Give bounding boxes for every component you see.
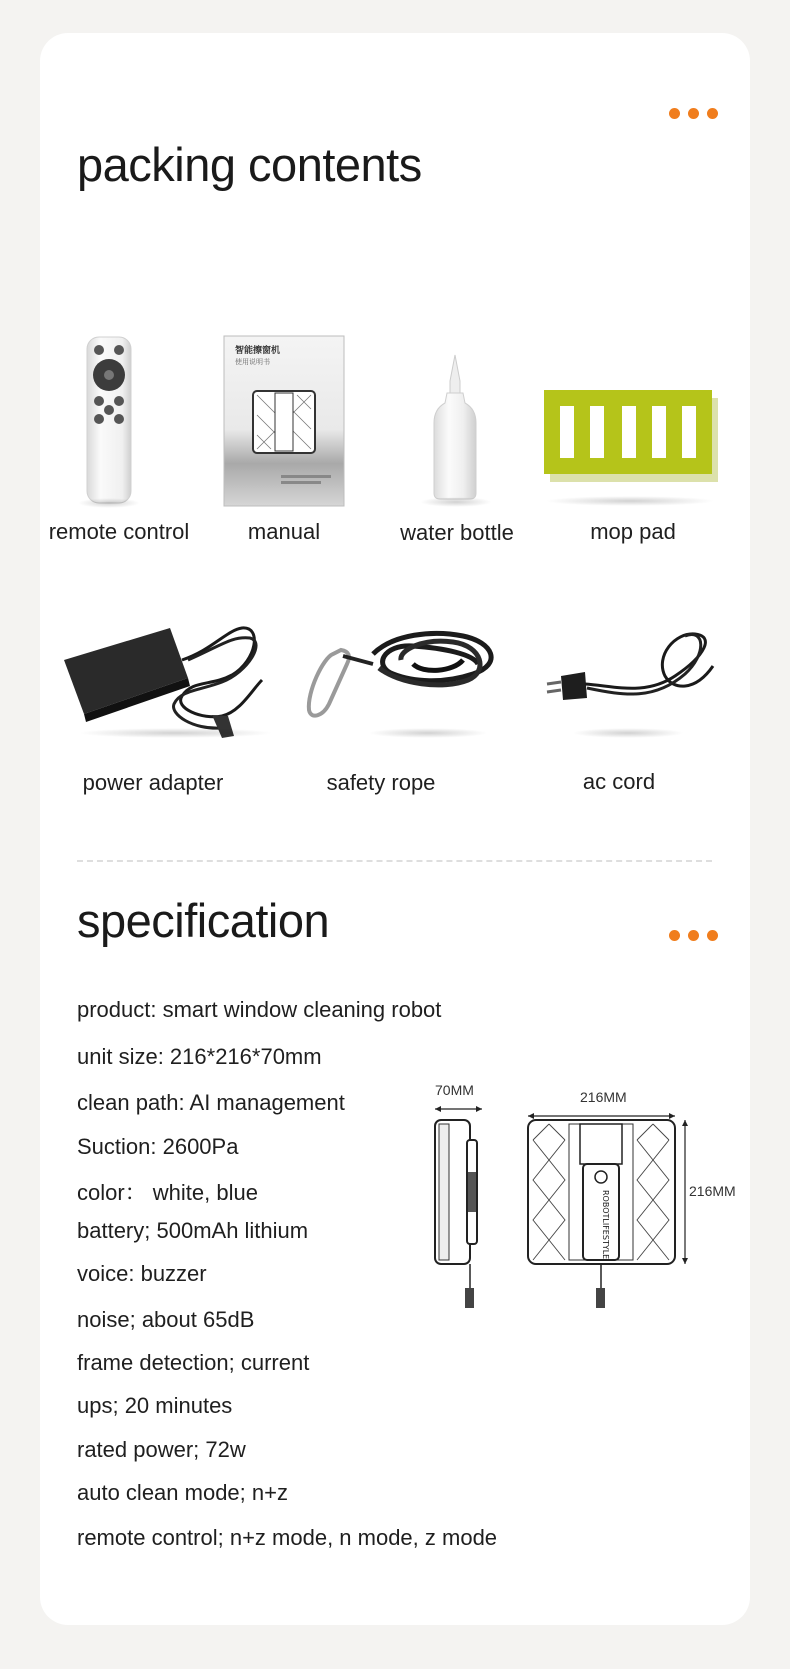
more-dots-icon — [669, 930, 718, 941]
item-label-mop-pad: mop pad — [590, 519, 676, 544]
spec-line: voice: buzzer — [77, 1261, 207, 1286]
item-label-ac-cord: ac cord — [582, 769, 656, 794]
item-label-power-adapter: power adapter — [82, 770, 224, 795]
specification-title: specification — [77, 894, 330, 947]
remote-control-icon — [85, 335, 133, 512]
spec-line: unit size: 216*216*70mm — [77, 1044, 322, 1069]
item-label-water-bottle: water bottle — [400, 520, 514, 545]
item-label-safety-rope: safety rope — [326, 770, 436, 795]
mop-pad-icon — [542, 388, 718, 489]
ac-cord-icon — [545, 626, 717, 721]
content-card — [40, 33, 750, 1625]
manual-heading: 智能擦窗机 — [235, 346, 281, 356]
spec-line: remote control; n+z mode, n mode, z mode — [77, 1525, 498, 1550]
spec-line: frame detection; current — [77, 1350, 310, 1375]
spec-line: color： white, blue — [77, 1180, 258, 1205]
spec-line: clean path: AI management — [77, 1090, 345, 1115]
dimension-diagram — [425, 1080, 755, 1321]
device-brand-text: ROBOTLIFESTYLE — [601, 1190, 610, 1260]
water-bottle-icon — [432, 353, 478, 506]
spec-line: ups; 20 minutes — [77, 1393, 233, 1418]
spec-line: product: smart window cleaning robot — [77, 997, 442, 1022]
safety-rope-icon — [303, 624, 499, 729]
spec-line: battery; 500mAh lithium — [77, 1218, 309, 1243]
spec-line: Suction: 2600Pa — [77, 1134, 239, 1159]
item-label-remote-control: remote control — [48, 519, 190, 544]
manual-subheading: 使用说明书 — [235, 358, 270, 366]
packing-contents-title: packing contents — [77, 138, 422, 191]
section-divider — [77, 860, 712, 862]
spec-line: noise; about 65dB — [77, 1307, 255, 1332]
height-label: 216MM — [689, 1183, 736, 1199]
depth-label: 70MM — [435, 1082, 474, 1098]
more-dots-icon — [669, 108, 718, 119]
spec-line: rated power; 72w — [77, 1437, 246, 1462]
width-label: 216MM — [580, 1089, 627, 1105]
item-label-manual: manual — [247, 519, 321, 544]
manual-icon — [223, 335, 345, 512]
spec-line: auto clean mode; n+z — [77, 1480, 288, 1505]
